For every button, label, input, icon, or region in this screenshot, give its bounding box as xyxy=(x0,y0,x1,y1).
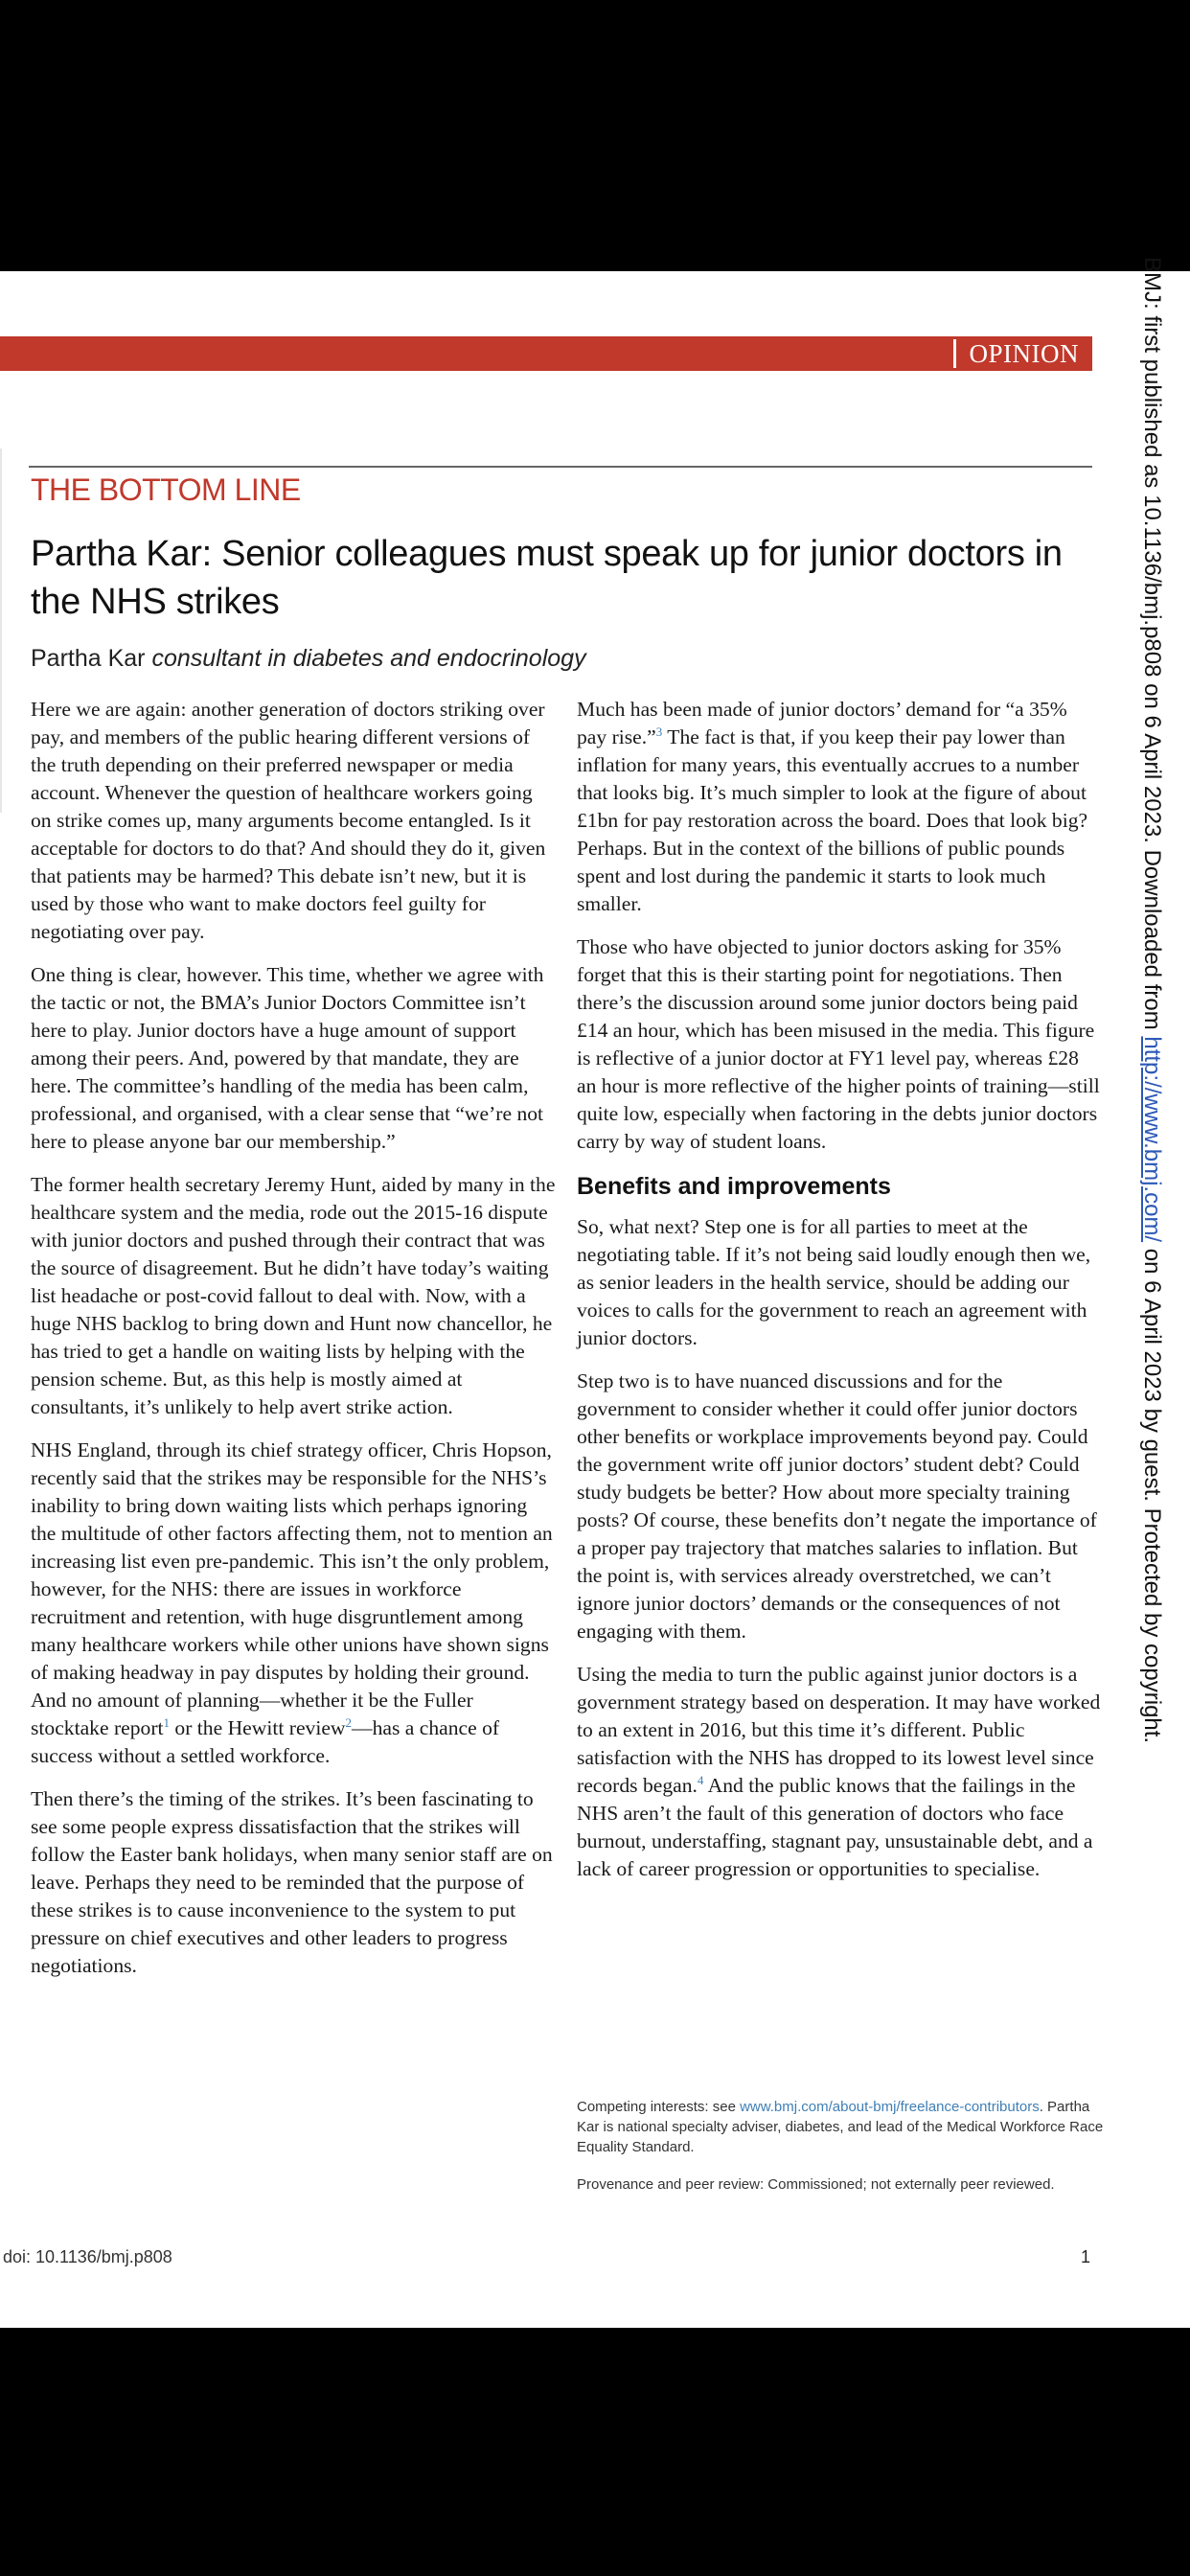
provenance-note: Provenance and peer review: Commissioned; not externally peer reviewed. xyxy=(577,2176,1055,2193)
reference-link[interactable]: 1 xyxy=(163,1714,171,1730)
page-edge-shadow xyxy=(0,448,2,813)
left-column xyxy=(31,696,556,1995)
paragraph xyxy=(577,1661,1102,1883)
right-column xyxy=(577,696,1102,1898)
note-text: . Partha Kar is national specialty adviser, diabetes, and lead of the Medical Workforce Race Equality Standard. xyxy=(577,2099,1104,2155)
paragraph xyxy=(31,1437,556,1770)
paragraph: One thing is clear, however. This time, whether we agree with the tactic or not, the BMA’s Junior Doctors Committee isn’t here to play. Junior doctors have a huge amount of support among their peers. And, powered by that mandate, they are here. The committee’s handling of the media has been calm, professional, and organised, with a clear sense that “we’re not here to please anyone bar our membership.” xyxy=(31,963,544,1153)
copyright-notice xyxy=(1137,257,1166,2058)
section-divider xyxy=(29,466,1092,468)
article-notes xyxy=(577,2097,1104,2212)
paragraph-text: —has a chance of success without a settled workforce. xyxy=(31,1716,500,1767)
page-number: 1 xyxy=(1081,2247,1091,2266)
contributors-link[interactable]: www.bmj.com/about-bmj/freelance-contributors xyxy=(740,2099,1040,2115)
subheading: Benefits and improvements xyxy=(577,1173,891,1200)
byline xyxy=(31,645,586,673)
article-headline: Partha Kar: Senior colleagues must speak up for junior doctors in the NHS strikes xyxy=(31,534,1063,622)
bmj-url-link[interactable]: http://www.bmj.com/ xyxy=(1139,1036,1165,1243)
paragraph xyxy=(577,696,1102,918)
paragraph: Those who have objected to junior doctors asking for 35% forget that this is their starting point for negotiations. Then there’s the discussion around some junior doctors being paid £14 an hour, which has been misused in the media. This figure is reflective of a junior doctor at FY1 level pay, whereas £28 an hour is more reflective of the higher points of training—still quite low, especially when factoring in the debts junior doctors carry by way of student loans. xyxy=(577,935,1100,1153)
opinion-label: OPINION xyxy=(953,339,1093,368)
notice-text: on 6 April 2023 by guest. Protected by copyright. xyxy=(1139,1242,1165,1744)
paragraph-text: Much has been made of junior doctors’ demand for “a 35% pay rise.” xyxy=(577,698,1067,748)
competing-interests xyxy=(577,2097,1104,2157)
author-name: Partha Kar xyxy=(31,645,146,672)
reference-link[interactable]: 3 xyxy=(655,724,663,739)
paragraph: Then there’s the timing of the strikes. It’s been fascinating to see some people express dissatisfaction that the strikes will follow the Easter bank holidays, when many senior staff are on leave. Perhaps they need to be reminded that the purpose of these strikes is to cause inconvenience to the system to put pressure on chief executives and other leaders to progress negotiations. xyxy=(31,1787,553,1977)
paragraph: The former health secretary Jeremy Hunt, aided by many in the healthcare system and the media, rode out the 2015-16 dispute with junior doctors and pushed through their contract that was the source of disagreement. But he didn’t have today’s waiting list headache or post-covid fallout to deal with. Now, with a huge NHS backlog to bring down and Hunt now chancellor, he has tried to get a handle on waiting lists by helping with the pension scheme. But, as this help is mostly aimed at consultants, it’s unlikely to help avert strike action. xyxy=(31,1173,556,1418)
doi-footer: doi: 10.1136/bmj.p808 xyxy=(3,2247,172,2266)
paragraph: Here we are again: another generation of doctors striking over pay, and members of the public hearing different versions of the truth depending on their preferred newspaper or media account. Whenever the question of healthcare workers going on strike comes up, many arguments become entangled. Is it acceptable for doctors to do that? And should they do it, given that patients may be harmed? This debate isn’t new, but it is used by those who want to make doctors feel guilty for negotiating over pay. xyxy=(31,698,546,943)
article-page xyxy=(0,271,1190,2328)
paragraph-text: Using the media to turn the public against junior doctors is a government strategy based on desperation. It may have worked to an extent in 2016, but this time it’s different. Public satisfaction with the NHS has dropped to its lowest level since records began. xyxy=(577,1663,1101,1797)
reference-link[interactable]: 2 xyxy=(345,1714,352,1730)
opinion-banner xyxy=(0,336,1092,371)
paragraph-text: or the Hewitt review xyxy=(170,1716,346,1739)
paragraph: Step two is to have nuanced discussions and for the government to consider whether it could offer junior doctors other benefits or workplace improvements beyond pay. Could the government write off junior doctors’ student debt? Could study budgets be better? How about more specialty training posts? Of course, these benefits don’t negate the importance of a proper pay trajectory that matches salaries to inflation. But the point is, with services already overstretched, we can’t ignore junior doctors’ demands or the consequences of not engaging with them. xyxy=(577,1369,1097,1643)
section-label: THE BOTTOM LINE xyxy=(31,472,301,507)
paragraph-text: And the public knows that the failings in the NHS aren’t the fault of this generation of doctors who face burnout, understaffing, stagnant pay, unsustainable debt, and a lack of career progression or opportunities to specialise. xyxy=(577,1774,1093,1880)
paragraph: So, what next? Step one is for all parties to meet at the negotiating table. If it’s not being said loudly enough then we, as senior leaders in the health service, should be adding our voices to calls for the government to reach an agreement with junior doctors. xyxy=(577,1215,1091,1349)
notice-text: BMJ: first published as 10.1136/bmj.p808 on 6 April 2023. Downloaded from xyxy=(1139,257,1165,1037)
paragraph-text: The fact is that, if you keep their pay lower than inflation for many years, this eventually accrues to a number that looks big. It’s much simpler to look at the figure of about £1bn for pay restoration across the board. Does that look big? Perhaps. But in the context of the billions of public pounds spent and lost during the pandemic it starts to look much smaller. xyxy=(577,725,1088,915)
note-text: Competing interests: see xyxy=(577,2099,741,2115)
paragraph-text: NHS England, through its chief strategy officer, Chris Hopson, recently said that the strikes may be responsible for the NHS’s inability to bring down waiting lists which perhaps ignoring the multitude of other factors affecting them, not to mention an increasing list even pre-pandemic. This isn’t the only problem, however, for the NHS: there are issues in workforce recruitment and retention, with huge disgruntlement among many healthcare workers while other unions have shown signs of making headway in pay disputes by holding their ground. And no amount of planning—whether it be the Fuller stocktake report xyxy=(31,1438,553,1739)
author-role: consultant in diabetes and endocrinology xyxy=(151,645,586,672)
reference-link[interactable]: 4 xyxy=(697,1772,704,1787)
